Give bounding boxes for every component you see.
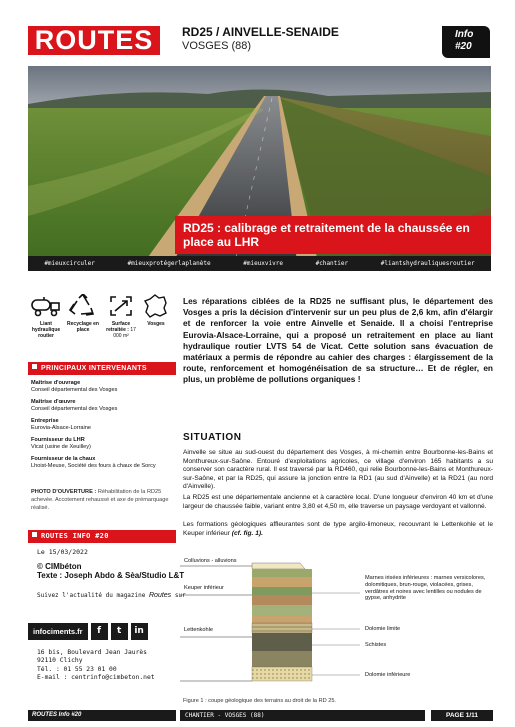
publication-date: Le 15/03/2022 [37,548,88,556]
contributor-role: Maîtrise d'ouvrage [31,380,81,386]
hashtag-bar [28,256,491,271]
contributor-org: Eurovia-Alsace-Lorraine [31,425,92,431]
vosges-map-icon [143,294,169,318]
contact-address: 16 bis, Boulevard Jean Jaurès 92110 Clichy Tél. : 01 55 23 01 00 E-mail : centrinfo@cimbeton.net [37,649,155,681]
hashtag[interactable]: #chantier [315,260,349,267]
page-subtitle: VOSGES (88) [182,40,252,52]
surface-icon [108,294,134,318]
icon-label: Surface retraitée : 17 000 m² [106,321,136,339]
article-paragraph: Ainvelle se situe au sud-ouest du département des Vosges, à mi-chemin entre Bourbonne-les-Bains et Monthureux-sur-Saône. Entouré d'exploitations agricoles, ce village d'environ 165 habitants a su conserver son caractère rural. Il est traversé par la RD460, qui relie Bourbonne-les-Bains et Monthureux-sur-Saône, et par la RD25, qui assure la jonction entre la RD1 (au sud d'Ainvelle) et la RD21 (au nord d'Ainvelle). [183,449,493,491]
twitter-icon[interactable]: t [111,623,128,640]
magazine-name: Routes [149,592,172,599]
figure-label: Dolomie limite [365,626,401,632]
info-tag-line2: #20 [455,41,472,52]
truck-icon [30,294,62,318]
email[interactable]: E-mail : centrinfo@cimbeton.net [37,673,155,681]
figure-caption: Figure 1 : coupe géologique des terrains au droit de la RD 25. [183,698,336,704]
contributor-role: Maîtrise d'œuvre [31,399,76,405]
figure-label: Colluvions - alluvions [184,558,237,564]
article-paragraph: La RD25 est une départementale ancienne et à caractère local. D'une longueur d'environ 40 km et d'une largeur de chaussée faible, variant entre 3,80 et 4,50 m, elle traverse un paysage verdoyant et vallonné. [183,494,493,510]
photo-title: RD25 : calibrage et retraitement de la chaussée en place au LHR [175,216,491,254]
info-tag [442,26,490,58]
page-title: RD25 / AINVELLE-SENAIDE [182,25,339,39]
photo-credit [31,488,179,512]
contributor-org: Vicat (usine de Xeuilley) [31,444,91,450]
linkedin-icon[interactable]: in [131,623,148,640]
section-routes-info-header: ROUTES INFO #20 [28,530,176,543]
contributor-role: Entreprise [31,418,59,424]
article-lead: Les réparations ciblées de la RD25 ne suffisant plus, le département des Vosges a pris la décision d'intervenir sur un peu plus de 2,6 km, afin d'élargir et de renforcer la voie entre Ainvelle et Senaide. Il a choisi l'entreprise Eurovia-Alsace-Lorraine, qui a proposé un retraitement en place au liant hydraulique routier LVTS 54 de Vicat. Cette solution sans évacuation de matériaux a permis de répondre au cahier des charges : élargissement de la route, renforcement et homogénéisation de sa structure… Et de régler, en plus, un problème de pollutions organiques ! [183,296,493,385]
follow-text: Suivez l'actualité du magazine Routes sur [37,592,186,599]
copyright: © CIMbéton [37,562,82,571]
icon-item-region [138,294,174,327]
icon-item-recycling [65,294,101,333]
hashtag[interactable]: #mieuxvivre [243,260,283,267]
contributor-org: Lhoist-Meuse, Société des fours à chaux de Sorcy [31,463,156,469]
phone: Tél. : 01 55 23 01 00 [37,665,117,673]
icon-label: Vosges [147,321,165,327]
info-tag-line1: Info [455,29,474,40]
facebook-icon[interactable]: f [91,623,108,640]
section-heading: SITUATION [183,432,242,443]
contributor-org: Conseil départemental des Vosges [31,406,118,412]
figure-label: Lettenkohle [184,627,213,633]
contributors-list [31,380,181,469]
copyright-block [37,562,184,580]
website-link[interactable]: infociments.fr [28,623,88,640]
page-number: PAGE 1/11 [431,710,493,721]
hashtag[interactable]: #mieuxprotégerlaplanète [127,260,211,267]
recycle-icon [69,294,97,318]
photo-credit-label: PHOTO D'OUVERTURE : [31,489,97,495]
routes-logo: ROUTES [28,26,160,55]
figure-reference: (cf. fig. 1). [231,529,263,537]
figure-label: Keuper inférieur [184,585,224,591]
geology-figure [180,557,495,707]
figure-label: Schistes [365,642,387,648]
authors: Texte : Joseph Abdo & Sèa/Studio L&T [37,571,185,580]
hashtag[interactable]: #mieuxcirculer [44,260,95,267]
icon-label: Liant hydraulique routier [31,321,61,339]
icon-item-binder [28,294,64,339]
footer-section: CHANTIER - VOSGES (88) [180,710,425,721]
contributor-role: Fournisseur de la chaux [31,456,96,462]
footer-magazine: ROUTES Info #20 [28,710,176,721]
hashtag[interactable]: #liantshydrauliquesroutier [380,260,475,267]
section-contributors-header: PRINCIPAUX INTERVENANTS [28,362,176,375]
icon-label: Recyclage en place [67,321,99,333]
figure-label: Dolomie inférieure [365,672,411,678]
key-facts-icons [28,294,176,356]
social-links [28,623,148,640]
photo-credit-text: Réhabilitation de la RD25 achevée. Accotement rehaussé et axe de prémarquage réalisé. [31,489,169,511]
article-paragraph: Les formations géologiques affleurantes sont de type argilo-limoneux, recouvrant le Lettenkohle et le Keuper inférieur (cf. fig. 1). [183,521,493,537]
icon-item-surface [103,294,139,339]
figure-label: Marnes irisées inférieures : marnes versicolores, dolomitiques, brun-rouge, violacées, grises, verdâtres et noires avec lentilles ou nodules de gypse, anhydrite [365,575,486,602]
contributor-role: Fournisseur du LHR [31,437,85,443]
page-header [0,0,515,66]
contributor-org: Conseil départemental des Vosges [31,387,118,393]
surface-value: 17 000 m² [113,327,136,339]
